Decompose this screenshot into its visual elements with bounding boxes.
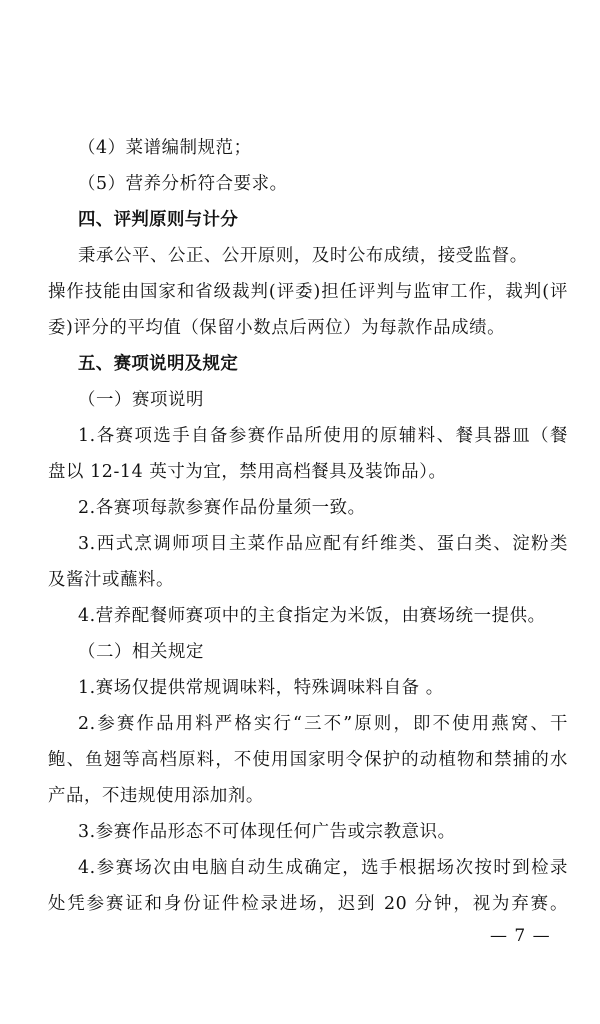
- regulation-item-4-line-1: 4.参赛场次由电脑自动生成确定，选手根据场次按时到检录: [78, 858, 568, 878]
- regulation-item-4-line-2: 处凭参赛证和身份证件检录进场，迟到 20 分钟，视为弃赛。: [48, 894, 568, 914]
- regulation-item-2-line-3: 产品，不违规使用添加剂。: [48, 786, 264, 806]
- regulation-item-2-line-1: 2.参赛作品用料严格实行“三不”原则，即不使用燕窝、干: [78, 714, 568, 734]
- page-number: — 7 —: [490, 926, 551, 946]
- section-heading-judging: 四、评判原则与计分: [78, 210, 239, 230]
- nutrition-item: （5）营养分析符合要求。: [78, 174, 288, 194]
- regulation-item-3: 3.参赛作品形态不可体现任何广告或宗教意识。: [78, 822, 456, 842]
- description-item-1-line-1: 1.各赛项选手自备参赛作品所使用的原辅料、餐具器皿（餐: [78, 426, 568, 446]
- judging-paragraph-line-1: 操作技能由国家和省级裁判(评委)担任评判与监审工作，裁判(评: [48, 282, 568, 302]
- description-item-4: 4.营养配餐师赛项中的主食指定为米饭，由赛场统一提供。: [78, 606, 546, 626]
- judging-principle: 秉承公平、公正、公开原则，及时公布成绩，接受监督。: [78, 246, 528, 266]
- subsection-heading-regulations: （二）相关规定: [78, 642, 204, 662]
- regulation-item-2-line-2: 鲍、鱼翅等高档原料，不使用国家明令保护的动植物和禁捕的水: [48, 750, 568, 770]
- regulation-item-1: 1.赛场仅提供常规调味料，特殊调味料自备 。: [78, 678, 444, 698]
- description-item-3-line-2: 及酱汁或蘸料。: [48, 570, 174, 590]
- description-item-1-line-2: 盘以 12-14 英寸为宜，禁用高档餐具及装饰品）。: [48, 462, 447, 482]
- section-heading-rules: 五、赛项说明及规定: [78, 354, 239, 374]
- description-item-3-line-1: 3.西式烹调师项目主菜作品应配有纤维类、蛋白类、淀粉类: [78, 534, 568, 554]
- description-item-2: 2.各赛项每款参赛作品份量须一致。: [78, 498, 366, 518]
- menu-spec-item: （4）菜谱编制规范；: [78, 138, 252, 158]
- judging-paragraph-line-2: 委)评分的平均值（保留小数点后两位）为每款作品成绩。: [48, 318, 506, 338]
- subsection-heading-description: （一）赛项说明: [78, 390, 204, 410]
